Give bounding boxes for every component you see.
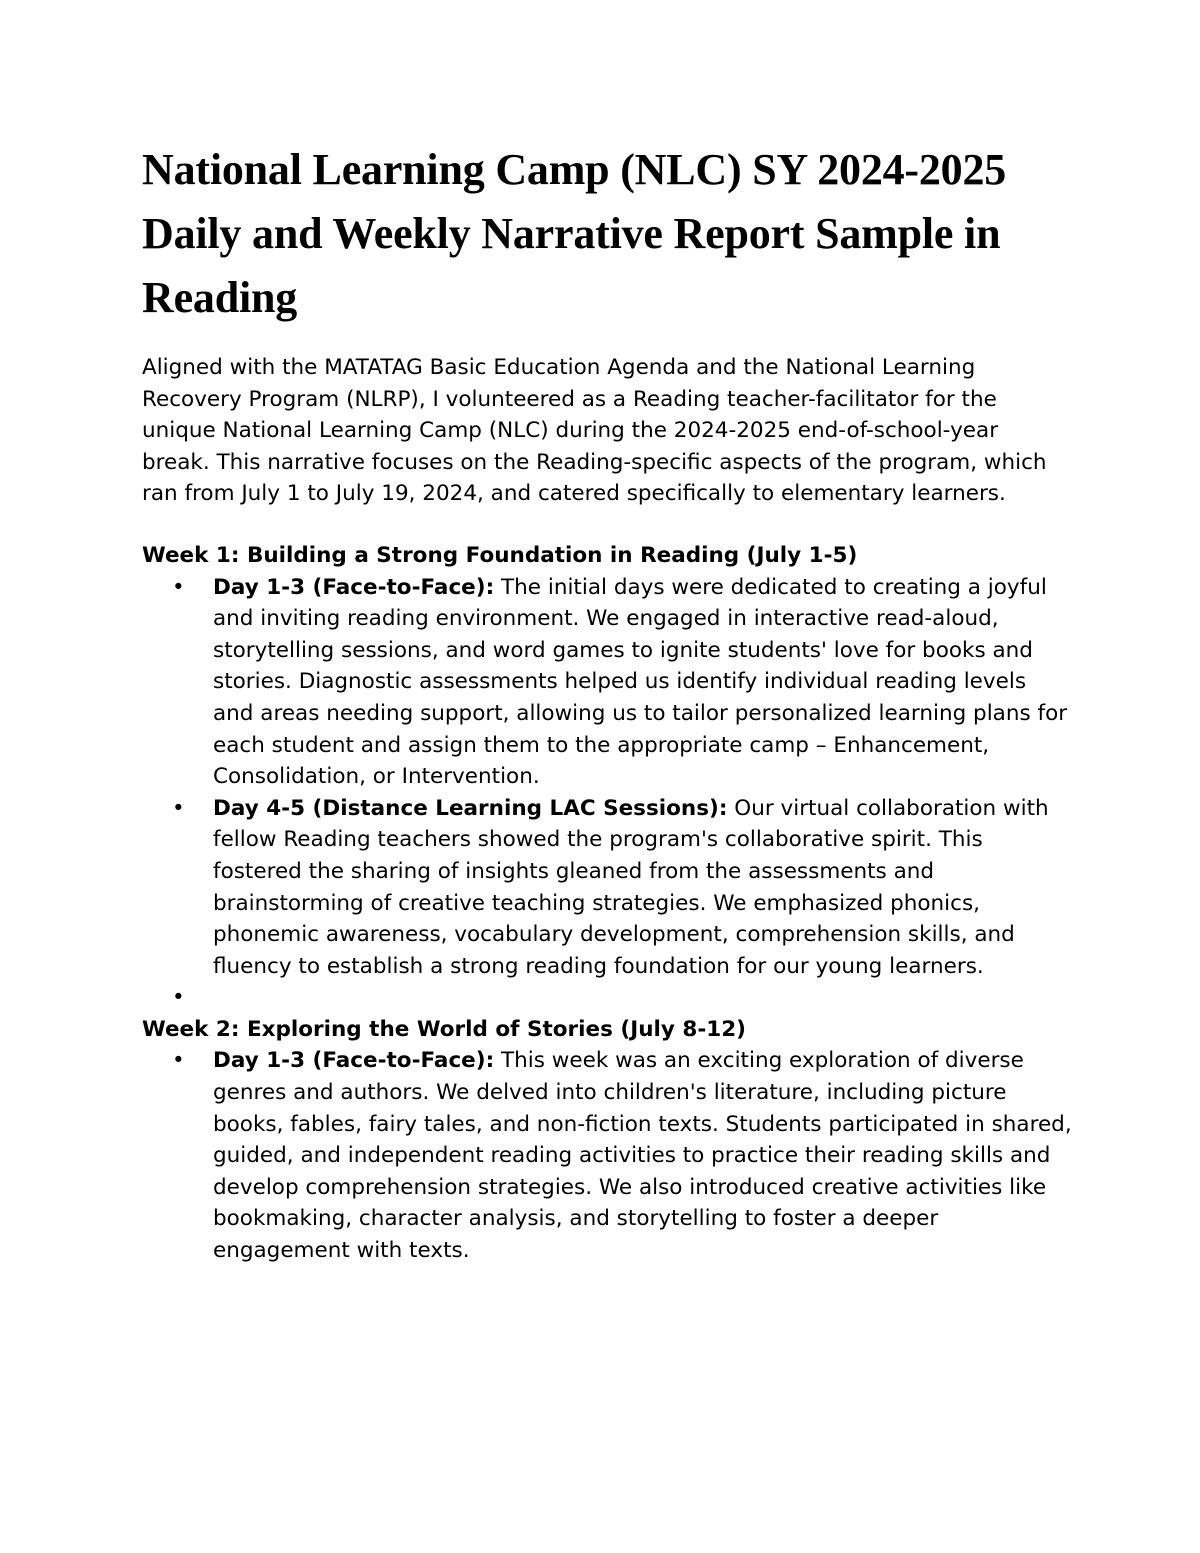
bullet-icon: • — [172, 574, 185, 600]
week-1-list — [142, 572, 1072, 1014]
day-label: Day 4-5 (Distance Learning LAC Sessions): — [213, 795, 728, 821]
week-1-heading: Week 1: Building a Strong Foundation in Reading (July 1-5) — [142, 542, 858, 568]
bullet-icon: • — [172, 1048, 185, 1074]
bullet-icon: • — [172, 985, 185, 1011]
list-item — [142, 1045, 1072, 1266]
week-1-section — [142, 540, 1072, 1014]
list-item — [142, 793, 1072, 983]
week-2-heading: Week 2: Exploring the World of Stories (July 8-12) — [142, 1016, 747, 1042]
week-2-section — [142, 1014, 1072, 1267]
document-title: National Learning Camp (NLC) SY 2024-2025 Daily and Weekly Narrative Report Sample in Reading — [142, 145, 1007, 322]
bullet-icon: • — [172, 795, 185, 821]
day-label: Day 1-3 (Face-to-Face): — [213, 1048, 495, 1074]
intro-paragraph: Aligned with the MATATAG Basic Education Agenda and the National Learning Recovery Program (NLRP), I volunteered as a Reading teacher-facilitator for the unique National Learning Camp (NLC) during the 2024-2025 end-of-school-year break. This narrative focuses on the Reading-specific aspects of the program, which ran from July 1 to July 19, 2024, and catered specifically to elementary learners. — [142, 355, 1047, 507]
list-item — [142, 572, 1072, 793]
day-label: Day 1-3 (Face-to-Face): — [213, 574, 495, 600]
day-text: This week was an exciting exploration of diverse genres and authors. We delved into children's literature, including picture books, fables, fairy tales, and non-fiction texts. Students participated in shared, guided, and independent reading activities to practice their reading skills and develop comprehension strategies. We also introduced creative activities like bookmaking, character analysis, and storytelling to foster a deeper engagement with texts. — [213, 1048, 1072, 1264]
day-text: The initial days were dedicated to creating a joyful and inviting reading environment. We engaged in interactive read-aloud, storytelling sessions, and word games to ignite students' love for books and stories. Diagnostic assessments helped us identify individual reading levels and areas needing support, allowing us to tailor personalized learning plans for each student and assign them to the appropriate camp – Enhancement, Consolidation, or Intervention. — [213, 574, 1068, 790]
week-2-list — [142, 1045, 1072, 1266]
document-page — [142, 138, 1072, 1267]
day-text: Our virtual collaboration with fellow Reading teachers showed the program's collaborative spirit. This fostered the sharing of insights gleaned from the assessments and brainstorming of creative teaching strategies. We emphasized phonics, phonemic awareness, vocabulary development, comprehension skills, and fluency to establish a strong reading foundation for our young learners. — [213, 795, 1049, 979]
list-item-empty — [142, 982, 1072, 1014]
